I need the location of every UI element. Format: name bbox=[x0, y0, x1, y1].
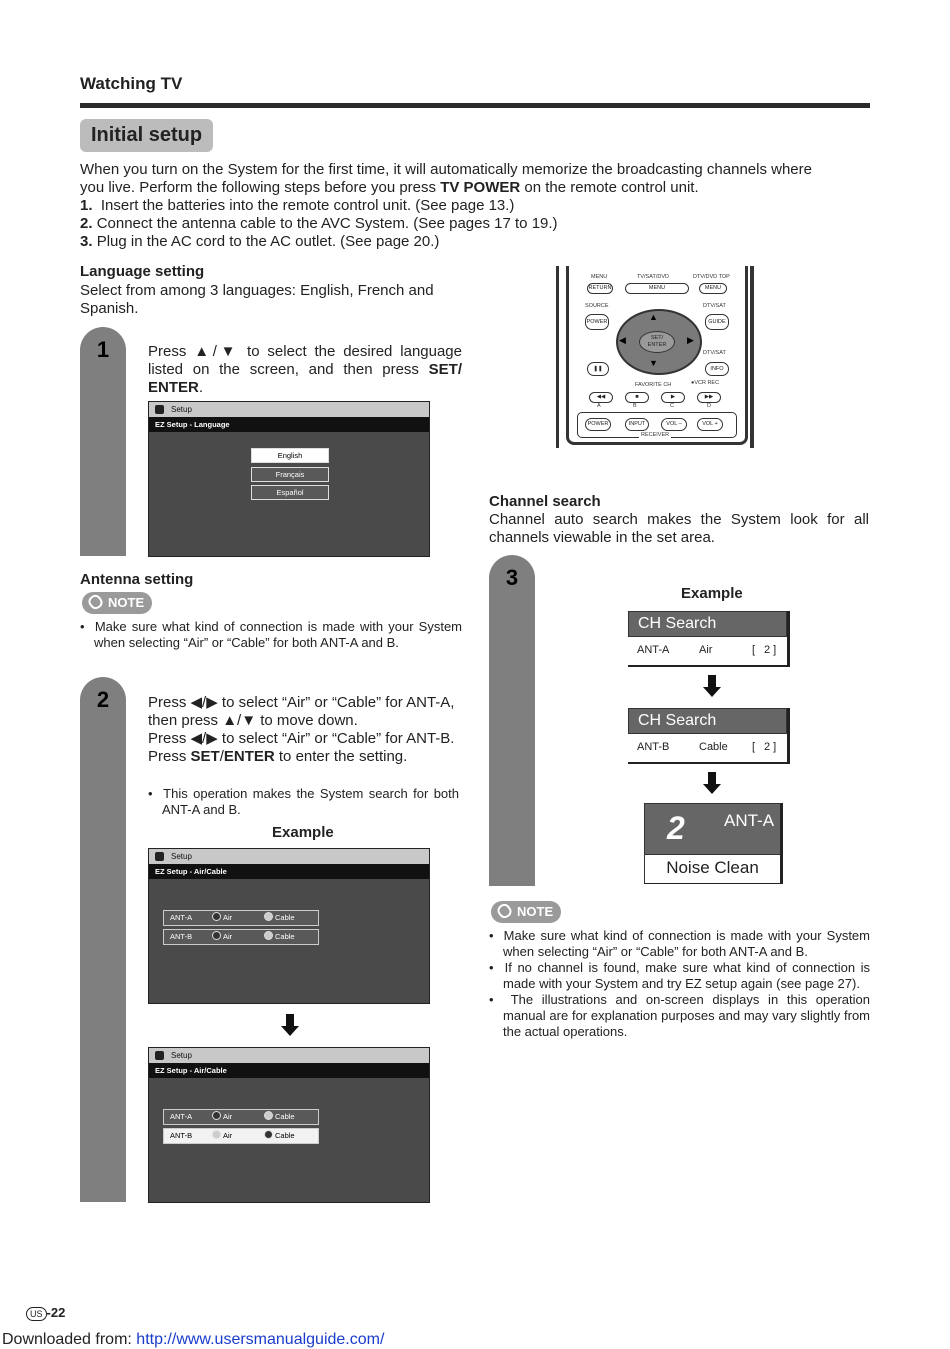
vol-down-button[interactable]: VOL – bbox=[661, 418, 687, 431]
channel-notes bbox=[489, 928, 870, 1040]
language-desc: Select from among 3 languages: English, French and Spanish. bbox=[80, 282, 434, 317]
setup-icon bbox=[155, 852, 164, 861]
note-item: • The illustrations and on-screen displays in this operation manual are for explanation purposes and may vary slightly from the actual operations. bbox=[489, 992, 870, 1039]
screen-setup-bar: Setup bbox=[149, 402, 429, 417]
down-arrow-icon bbox=[703, 675, 721, 697]
radio-icon bbox=[212, 1130, 221, 1139]
step-2-number: 2 bbox=[96, 687, 110, 712]
vol-up-button[interactable]: VOL + bbox=[697, 418, 723, 431]
step-2-instruction: Press ◀/▶ to select “Air” or “Cable” for ANT-A, then press ▲/▼ to move down. Press ◀/▶ to select “Air” or “Cable” for ANT-B. Press SET/ENTER to enter the setting. bbox=[148, 694, 455, 765]
channel-heading: Channel search bbox=[489, 493, 601, 510]
setup-icon bbox=[155, 405, 164, 414]
radio-icon bbox=[264, 931, 273, 940]
language-heading: Language setting bbox=[80, 263, 205, 280]
intro-step-3: 3. Plug in the AC cord to the AC outlet. (See page 20.) bbox=[80, 233, 440, 250]
noise-clean-label: Noise Clean bbox=[645, 854, 780, 883]
option-francais[interactable]: Français bbox=[251, 467, 329, 482]
up-arrow-icon[interactable]: ▲ bbox=[649, 312, 658, 322]
down-arrow-icon bbox=[281, 1014, 299, 1036]
down-arrow-icon bbox=[703, 772, 721, 794]
screen-title: EZ Setup - Language bbox=[149, 417, 429, 432]
ant-a-row[interactable]: ANT-A Air Cable bbox=[163, 910, 319, 926]
fast-forward-button[interactable]: ▶▶ bbox=[697, 392, 721, 403]
step-1-instruction: Press ▲/▼ to select the desired language listed on the screen, and then press SET/ ENTER. bbox=[148, 343, 462, 396]
setup-icon bbox=[155, 1051, 164, 1060]
ant-a-row[interactable]: ANT-A Air Cable bbox=[163, 1109, 319, 1125]
play-button[interactable]: ▶ bbox=[661, 392, 685, 403]
section-title: Watching TV bbox=[80, 74, 183, 93]
ant-b-row[interactable]: ANT-B Air Cable bbox=[163, 1128, 319, 1144]
option-espanol[interactable]: Español bbox=[251, 485, 329, 500]
channel-example-label: Example bbox=[681, 585, 743, 602]
radio-icon bbox=[264, 1130, 273, 1139]
step-2-subnote: • This operation makes the System search for both ANT-A and B. bbox=[148, 786, 460, 817]
ch-search-box-1: CH Search ANT-A Air [ 2 ] bbox=[628, 611, 790, 667]
step-3-number: 3 bbox=[505, 565, 519, 590]
step-2-bar bbox=[80, 677, 126, 1202]
radio-icon bbox=[264, 912, 273, 921]
remote-illustration: MENU TV/SAT/DVD DTV/DVD TOP RETURN MENU MENU SOURCE DTV/SAT POWER GUIDE ▲ ▼ ◀ ▶ SET/ ENTER DTV/SAT ❚❚ INFO FAVORITE CH ●VCR REC ◀◀ ■ ▶ ▶▶ A B C D POWER INPUT VOL – VOL + RECEIVER bbox=[556, 266, 754, 448]
download-line: Downloaded from: http://www.usersmanualguide.com/ bbox=[2, 1331, 385, 1348]
aircable-screen-1: Setup EZ Setup - Air/Cable ANT-A Air Cable ANT-B Air Cable bbox=[148, 848, 430, 1004]
set-enter-button[interactable]: SET/ ENTER bbox=[639, 331, 675, 353]
download-link[interactable]: http://www.usersmanualguide.com/ bbox=[136, 1331, 385, 1348]
channel-note-badge: NOTE bbox=[491, 901, 561, 923]
antenna-heading: Antenna setting bbox=[80, 571, 194, 588]
menu-button[interactable]: MENU bbox=[625, 283, 689, 294]
left-arrow-icon[interactable]: ◀ bbox=[619, 335, 626, 345]
step-1-number: 1 bbox=[96, 337, 110, 362]
intro-step-1: 1. Insert the batteries into the remote control unit. (See page 13.) bbox=[80, 197, 515, 214]
dvd-menu-button[interactable]: MENU bbox=[699, 283, 727, 294]
radio-icon bbox=[212, 1111, 221, 1120]
radio-icon bbox=[212, 912, 221, 921]
antenna-note-badge: NOTE bbox=[82, 592, 152, 614]
ch-search-box-2: CH Search ANT-B Cable [ 2 ] bbox=[628, 708, 790, 764]
paperclip-icon bbox=[86, 592, 105, 611]
source-power-button[interactable]: POWER bbox=[585, 314, 609, 330]
down-arrow-icon[interactable]: ▼ bbox=[649, 358, 658, 368]
option-english[interactable]: English bbox=[251, 448, 329, 463]
ant-b-row[interactable]: ANT-B Air Cable bbox=[163, 929, 319, 945]
input-button[interactable]: INPUT bbox=[625, 418, 649, 431]
channel-desc: Channel auto search makes the System look for all channels viewable in the set area. bbox=[489, 511, 869, 546]
pause-button[interactable]: ❚❚ bbox=[587, 362, 609, 376]
antenna-example-label: Example bbox=[272, 824, 334, 841]
paperclip-icon bbox=[495, 901, 514, 920]
aircable-screen-2: Setup EZ Setup - Air/Cable ANT-A Air Cable ANT-B Air Cable bbox=[148, 1047, 430, 1203]
info-button[interactable]: INFO bbox=[705, 362, 729, 376]
page-number: US -22 bbox=[26, 1305, 65, 1321]
header-rule bbox=[80, 103, 870, 108]
stop-button[interactable]: ■ bbox=[625, 392, 649, 403]
note-item: • If no channel is found, make sure what kind of connection is made with your System and try EZ setup again (see page 27). bbox=[489, 960, 871, 991]
channel-result-display bbox=[644, 803, 783, 884]
radio-icon bbox=[264, 1111, 273, 1120]
right-arrow-icon[interactable]: ▶ bbox=[687, 335, 694, 345]
page-title: Initial setup bbox=[80, 119, 213, 152]
region-badge: US bbox=[26, 1307, 47, 1321]
intro-line2: you live. Perform the following steps before you press TV POWER on the remote control unit. bbox=[80, 179, 699, 196]
rewind-button[interactable]: ◀◀ bbox=[589, 392, 613, 403]
return-button[interactable]: RETURN bbox=[587, 283, 613, 294]
intro bbox=[80, 161, 880, 251]
antenna-note: • Make sure what kind of connection is made with your System when selecting “Air” or “Cable” for both ANT-A and B. bbox=[80, 619, 462, 650]
intro-step-2: 2. Connect the antenna cable to the AVC System. (See pages 17 to 19.) bbox=[80, 215, 558, 232]
note-item: • Make sure what kind of connection is made with your System when selecting “Air” or “Cable” for both ANT-A and B. bbox=[489, 928, 870, 959]
step-3-bar bbox=[489, 555, 535, 886]
channel-ant: ANT-A bbox=[724, 811, 775, 830]
receiver-power-button[interactable]: POWER bbox=[585, 418, 611, 431]
channel-number: 2 bbox=[667, 810, 685, 846]
guide-button[interactable]: GUIDE bbox=[705, 314, 729, 330]
intro-line1: When you turn on the System for the first time, it will automatically memorize the broadcasting channels where bbox=[80, 161, 812, 178]
radio-icon bbox=[212, 931, 221, 940]
language-screen bbox=[148, 401, 430, 557]
